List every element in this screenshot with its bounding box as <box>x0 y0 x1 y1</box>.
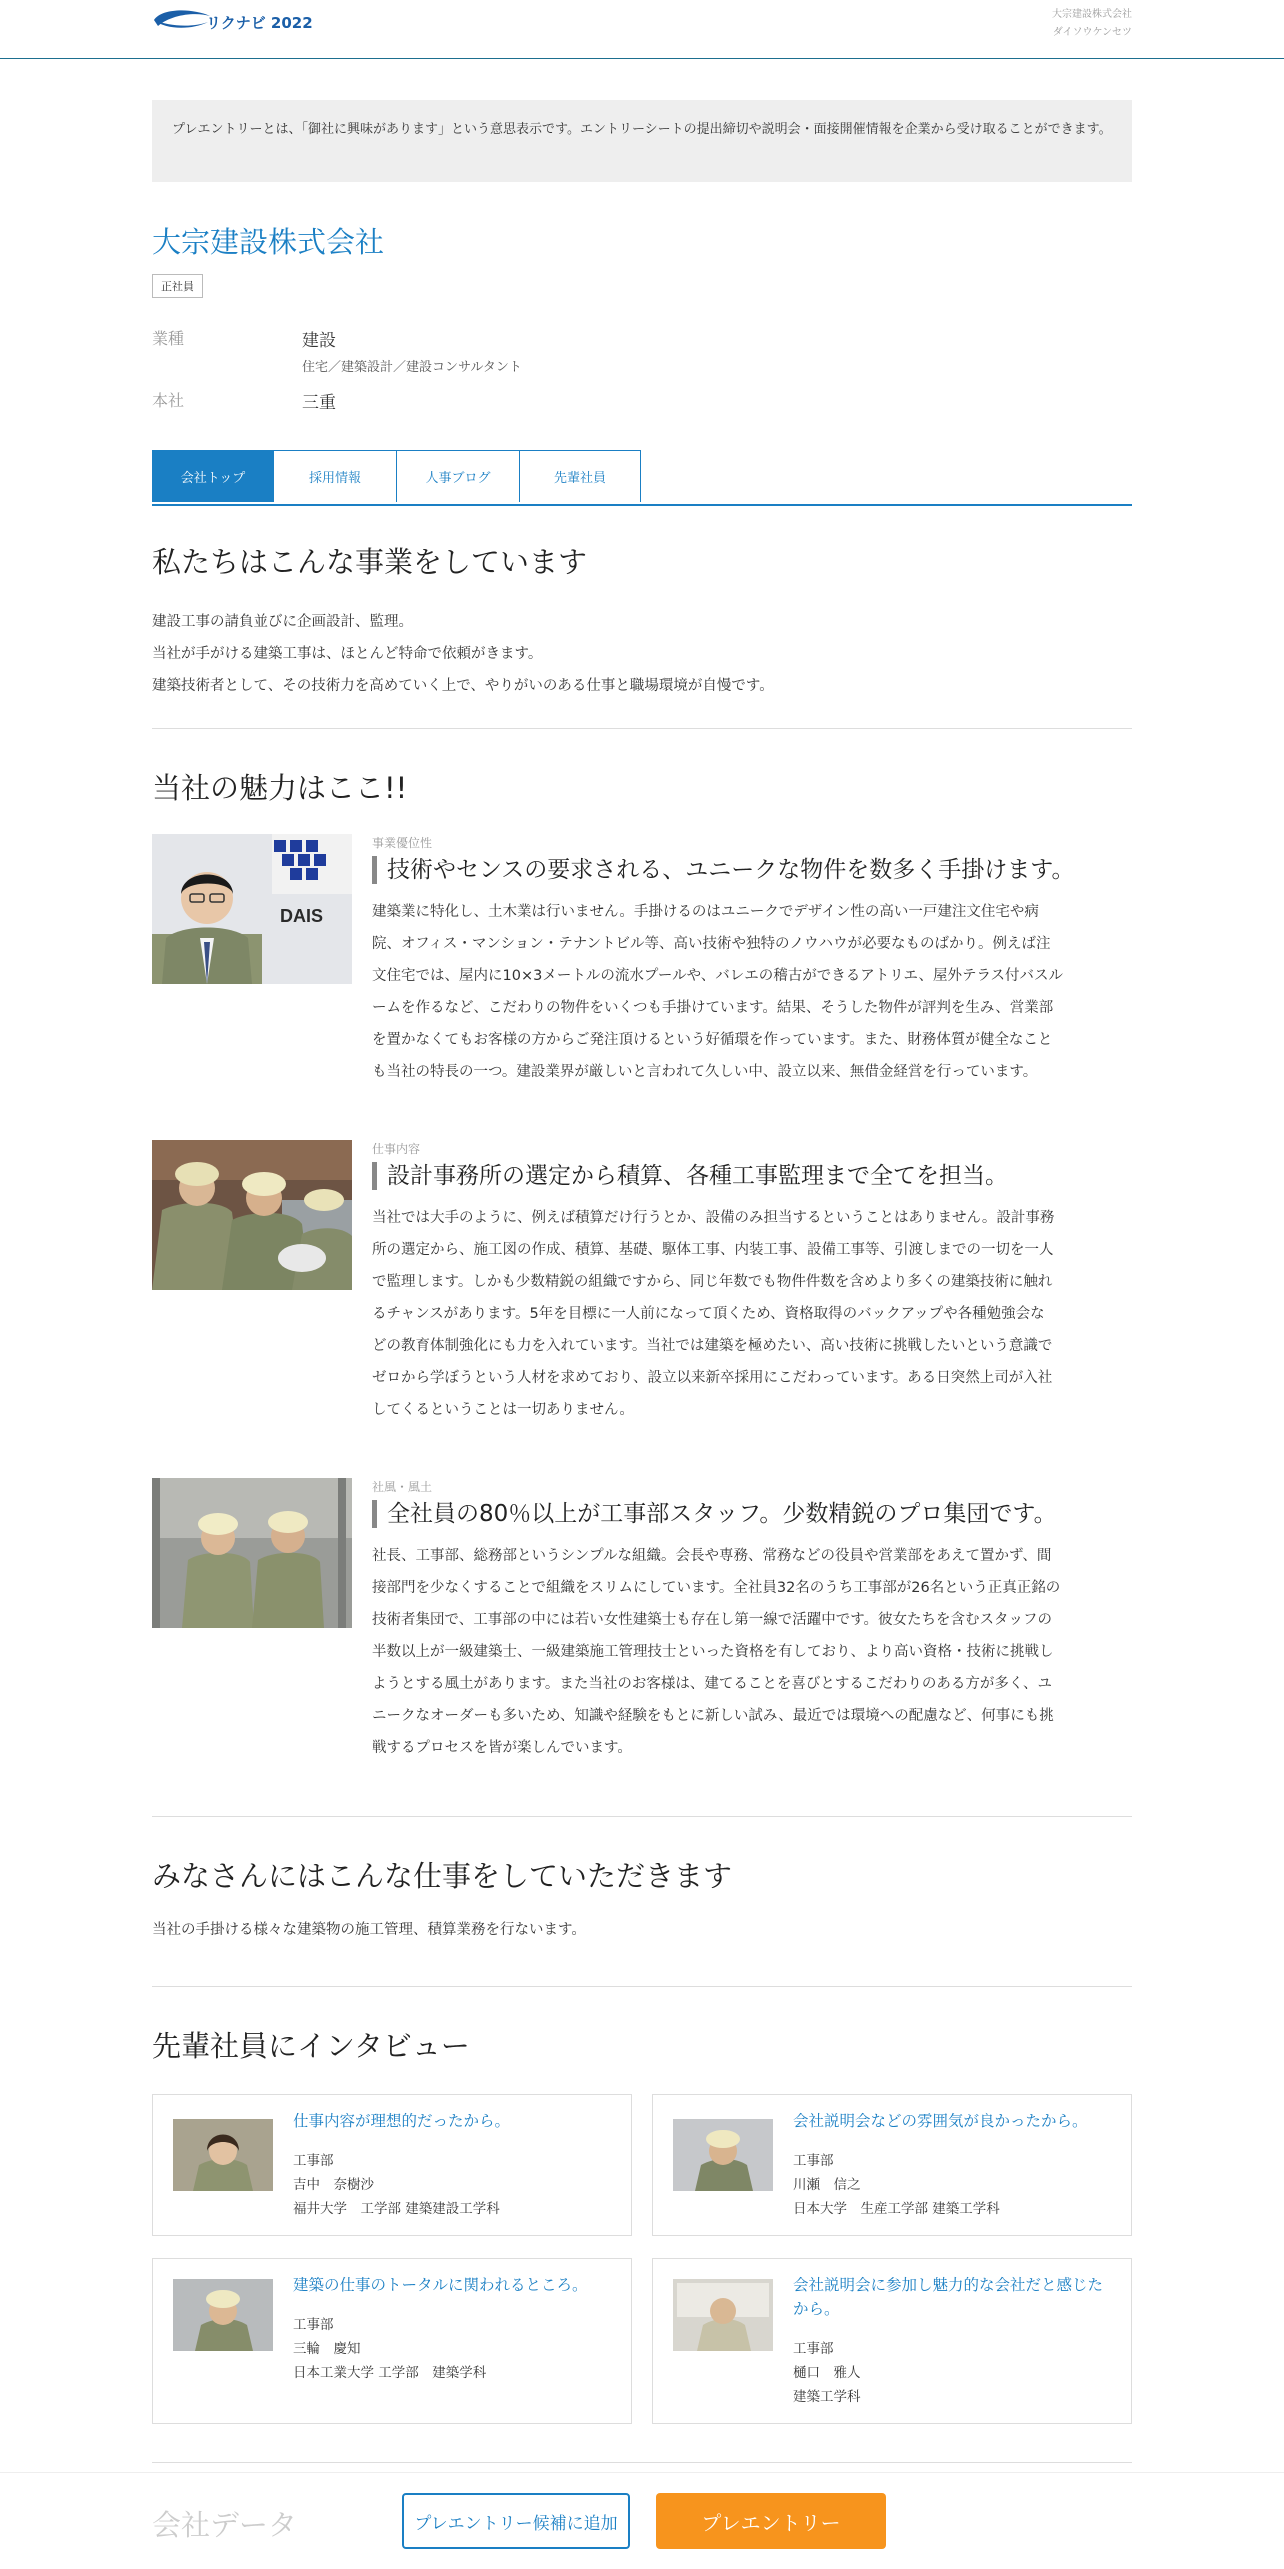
business-heading: 私たちはこんな事業をしています <box>152 545 588 579</box>
divider <box>152 1816 1132 1817</box>
interview-card[interactable] <box>652 2094 1132 2236</box>
appeal-line: 所の選定から、施工図の作成、積算、基礎、駆体工事、内装工事、設備工事等、引渡しまでの一切を一人 <box>372 1242 1054 1258</box>
employment-badge: 正社員 <box>152 274 203 298</box>
interview-school: 日本工業大学 工学部 建築学科 <box>293 2365 487 2381</box>
appeal-line: ようとする風土があります。また当社のお客様は、建てることを喜びとするこだわりのある方が多く、ユ <box>372 1676 1053 1692</box>
avatar-icon <box>673 2119 773 2191</box>
appeal-line: ームを作るなど、こだわりの物件をいくつも手掛けています。結果、そうした物件が評判を生み、営業部 <box>372 1000 1054 1016</box>
appeal-body-2 <box>372 1202 1132 1426</box>
industry-value: 建設 <box>302 331 336 351</box>
interview-school: 日本大学 生産工学部 建築工学科 <box>793 2201 1000 2217</box>
appeal-line: してくるということは一切ありません。 <box>372 1402 634 1418</box>
header-company-kana: ダイソウケンセツ <box>1052 27 1132 38</box>
interview-avatar <box>173 2279 273 2351</box>
interview-heading: 先輩社員にインタビュー <box>152 2029 470 2063</box>
interview-dept: 工事部 <box>793 2341 834 2357</box>
appeal-photo-3 <box>152 1478 352 1628</box>
tab-recruit-info[interactable]: 採用情報 <box>273 450 397 502</box>
appeal-line: を置かなくてもお客様の方からご発注頂けるという好循環を作っています。また、財務体質が健全なこと <box>372 1032 1053 1048</box>
appeal-body-3 <box>372 1540 1132 1764</box>
hq-value: 三重 <box>302 393 336 413</box>
work-heading: みなさんにはこんな仕事をしていただきます <box>152 1859 733 1893</box>
appeal-line: 接部門を少なくすることで組織をスリムにしています。全社員32名のうち工事部が26名という正真正銘の <box>372 1580 1061 1596</box>
interview-title[interactable]: 会社説明会に参加し魅力的な会社だと感じたから。 <box>793 2276 1104 2318</box>
appeal-category-3: 社風・風土 <box>372 1480 433 1494</box>
divider <box>152 2462 1132 2463</box>
workers-photo-icon <box>152 1140 352 1290</box>
work-text: 当社の手掛ける様々な建築物の施工管理、積算業務を行ないます。 <box>152 1922 586 1938</box>
preentry-button[interactable]: プレエントリー <box>656 2493 886 2549</box>
interview-card[interactable] <box>152 2094 632 2236</box>
interview-title[interactable]: 会社説明会などの雰囲気が良かったから。 <box>793 2112 1088 2130</box>
appeal-line: ゼロから学ぼうという人材を求めており、設立以来新卒採用にこだわっています。ある日突然上司が入社 <box>372 1370 1053 1386</box>
appeal-line: も当社の特長の一つ。建設業界が厳しいと言われて久しい中、設立以来、無借金経営を行っています。 <box>372 1064 1038 1080</box>
site-header <box>0 0 1284 59</box>
tab-company-top[interactable]: 会社トップ <box>152 450 274 502</box>
appeal-line: どの教育体制強化にも力を入れています。当社では建築を極めたい、高い技術に挑戦したいという意識で <box>372 1338 1053 1354</box>
appeal-line: 文住宅では、屋内に10×3メートルの流水プールや、バレエの稽古ができるアトリエ、屋外テラス付バスル <box>372 968 1064 984</box>
appeal-catch-3: 全社員の80％以上が工事部スタッフ。少数精鋭のプロ集団です。 <box>372 1500 1057 1528</box>
appeal-catch-2: 設計事務所の選定から積算、各種工事監理まで全てを担当。 <box>372 1162 1008 1190</box>
header-company-name: 大宗建設株式会社 <box>1052 9 1132 20</box>
svg-text:DAIS: DAIS <box>280 906 324 926</box>
divider <box>152 1986 1132 1987</box>
two-staff-photo-icon <box>152 1478 352 1628</box>
interview-school: 福井大学 工学部 建築建設工学科 <box>293 2201 500 2217</box>
interview-name: 樋口 雅人 <box>793 2365 861 2381</box>
company-name: 大宗建設株式会社 <box>152 225 385 259</box>
appeal-category-2: 仕事内容 <box>372 1142 421 1156</box>
interview-card[interactable] <box>652 2258 1132 2424</box>
appeal-heading: 当社の魅力はここ!! <box>152 771 408 805</box>
interview-dept: 工事部 <box>293 2317 334 2333</box>
appeal-line: 当社では大手のように、例えば積算だけ行うとか、設備のみ担当するということはありません。設計事務 <box>372 1210 1055 1226</box>
logo-text: リクナビ 2022 <box>206 14 313 32</box>
interview-avatar <box>673 2119 773 2191</box>
appeal-line: 社長、工事部、総務部というシンプルな組織。会長や専務、常務などの役員や営業部をあえて置かず、間 <box>372 1548 1052 1564</box>
appeal-line: 院、オフィス・マンション・テナントビル等、高い技術や独特のノウハウが必要なものばかり。例えば注 <box>372 936 1051 952</box>
interview-dept: 工事部 <box>793 2153 834 2169</box>
avatar-icon <box>173 2119 273 2191</box>
appeal-line: るチャンスがあります。5年を目標に一人前になって頂くため、資格取得のバックアップや各種勉強会な <box>372 1306 1045 1322</box>
interview-avatar <box>673 2279 773 2351</box>
appeal-line: 戦するプロセスを皆が楽しんでいます。 <box>372 1740 632 1756</box>
preentry-notice: プレエントリーとは、「御社に興味があります」という意思表示です。エントリーシートの提出締切や説明会・面接開催情報を企業から受け取ることができます。 <box>152 100 1132 182</box>
avatar-icon <box>673 2279 773 2351</box>
appeal-line: 建築業に特化し、土木業は行いません。手掛けるのはユニークでデザイン性の高い一戸建注文住宅や病 <box>372 904 1039 920</box>
interview-card[interactable] <box>152 2258 632 2424</box>
industry-label: 業種 <box>152 329 185 348</box>
interview-name: 川瀬 信之 <box>793 2177 861 2193</box>
appeal-line: で監理します。しかも少数精鋭の組織ですから、同じ年数でも物件件数を含めより多くの建築技術に触れ <box>372 1274 1053 1290</box>
add-candidate-button[interactable]: プレエントリー候補に追加 <box>402 2493 630 2549</box>
business-line: 当社が手がける建築工事は、ほとんど特命で依頼がきます。 <box>152 646 543 662</box>
business-text <box>152 606 774 702</box>
company-data-heading: 会社データ <box>152 2508 298 2542</box>
business-line: 建設工事の請負並びに企画設計、監理。 <box>152 614 413 630</box>
appeal-category-1: 事業優位性 <box>372 836 433 850</box>
tab-senior-staff[interactable]: 先輩社員 <box>519 450 641 502</box>
appeal-catch-1: 技術やセンスの要求される、ユニークな物件を数多く手掛けます。 <box>372 856 1074 884</box>
interview-avatar <box>173 2119 273 2191</box>
interview-name: 三輪 慶知 <box>293 2341 361 2357</box>
interview-name: 吉中 奈樹沙 <box>293 2177 374 2193</box>
appeal-photo-1 <box>152 834 352 984</box>
appeal-photo-2 <box>152 1140 352 1290</box>
hq-label: 本社 <box>152 391 185 410</box>
header-company-info <box>1052 6 1132 42</box>
interview-title[interactable]: 建築の仕事のトータルに関われるところ。 <box>293 2276 588 2294</box>
interview-title[interactable]: 仕事内容が理想的だったから。 <box>293 2112 511 2130</box>
interview-school: 建築工学科 <box>793 2389 861 2405</box>
industry-sub: 住宅／建築設計／建設コンサルタント <box>302 360 522 375</box>
business-line: 建築技術者として、その技術力を高めていく上で、やりがいのある仕事と職場環境が自慢です。 <box>152 678 774 694</box>
appeal-line: ニークなオーダーも多いため、知識や経験をもとに新しい試み、最近では環境への配慮など、何事にも挑 <box>372 1708 1054 1724</box>
company-tabs <box>152 450 1132 506</box>
avatar-icon <box>173 2279 273 2351</box>
appeal-body-1 <box>372 896 1132 1088</box>
tab-hr-blog[interactable]: 人事ブログ <box>396 450 520 502</box>
interview-dept: 工事部 <box>293 2153 334 2169</box>
divider <box>152 728 1132 729</box>
sticky-action-bar <box>0 2472 1284 2569</box>
staff-photo-icon <box>152 834 352 984</box>
appeal-line: 半数以上が一級建築士、一級建築施工管理技士といった資格を有しており、より高い資格・技術に挑戦し <box>372 1644 1054 1660</box>
appeal-line: 技術者集団で、工事部の中には若い女性建築士も存在し第一線で活躍中です。彼女たちを含むスタッフの <box>372 1612 1053 1628</box>
